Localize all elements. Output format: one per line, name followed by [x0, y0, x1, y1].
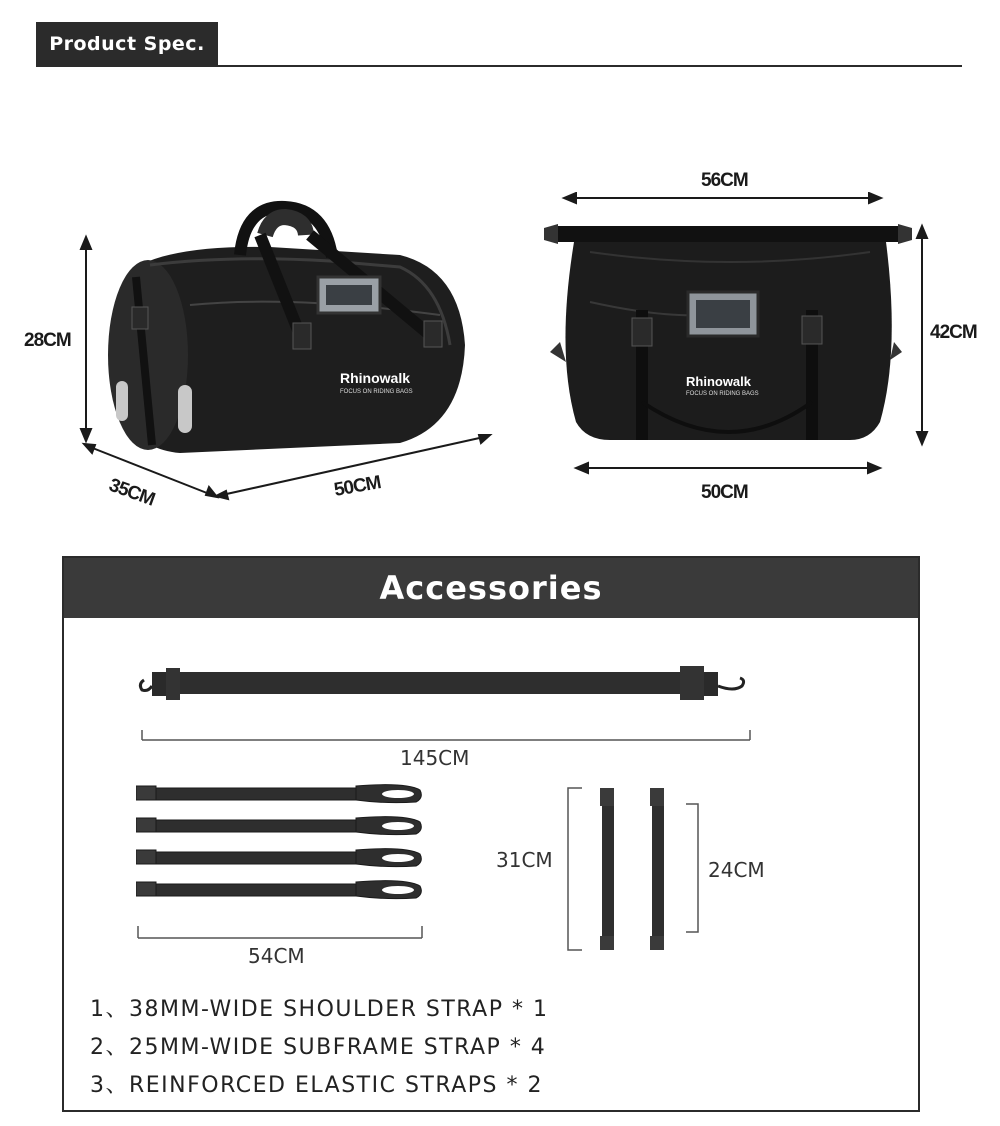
section-header-title: Product Spec.: [49, 33, 205, 55]
bag-right-bottom-width-label: 50CM: [701, 482, 748, 503]
bag-right-top-width-label: 56CM: [701, 170, 748, 191]
subframe-strap-length: 54CM: [248, 944, 305, 968]
accessories-title: [64, 558, 918, 618]
subframe-straps-image: [136, 782, 436, 952]
bag-left-brand: Rhinowalk: [340, 370, 411, 386]
bag-left-depth-label: 35CM: [105, 474, 158, 511]
bag-left-height-label: 28CM: [24, 330, 71, 351]
elastic-straps-image: [564, 784, 704, 956]
bag-right-tagline: FOCUS ON RIDING BAGS: [686, 391, 759, 397]
elastic-strap-outer-length: 31CM: [496, 848, 553, 872]
accessories-title-text: Accessories: [379, 569, 603, 607]
shoulder-strap-length: 145CM: [400, 746, 470, 770]
bag-right-height-label: 42CM: [930, 322, 977, 343]
bag-front-view: [530, 192, 950, 482]
header-divider: [36, 65, 962, 67]
bag-left-width-label: 50CM: [332, 472, 383, 501]
accessory-list-item: 1、38MM-WIDE SHOULDER STRAP * 1: [90, 997, 549, 1022]
elastic-strap-inner-length: 24CM: [708, 858, 765, 882]
accessories-panel: [62, 556, 920, 1112]
bag-left-tagline: FOCUS ON RIDING BAGS: [340, 389, 413, 395]
bag-right-brand: Rhinowalk: [686, 374, 752, 389]
shoulder-strap-image: [136, 658, 756, 748]
accessory-list-item: 3、REINFORCED ELASTIC STRAPS * 2: [90, 1073, 544, 1098]
bag-angled-view: [70, 195, 510, 515]
accessory-list-item: 2、25MM-WIDE SUBFRAME STRAP * 4: [90, 1035, 547, 1060]
section-header: [36, 22, 218, 66]
